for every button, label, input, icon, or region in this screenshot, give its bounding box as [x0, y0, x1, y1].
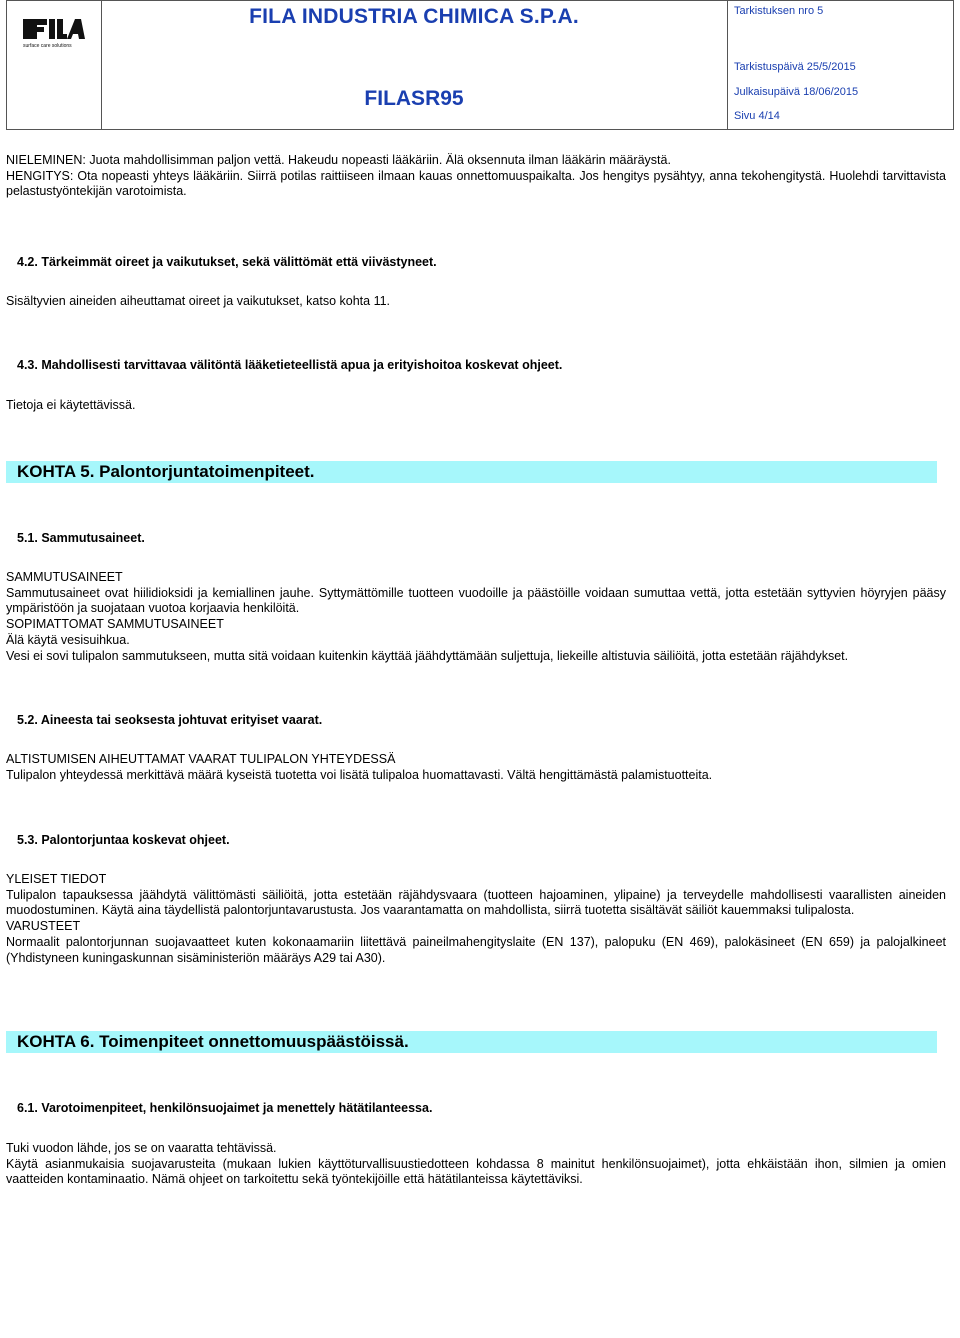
unsuitable-text-1: Älä käytä vesisuihkua. [6, 632, 130, 647]
document-header [6, 0, 954, 130]
equipment-heading: VARUSTEET [6, 919, 81, 934]
page-number: Sivu 4/14 [734, 110, 780, 122]
extinguishers-text: Sammutusaineet ovat hiilidioksidi ja kemiallinen jauhe. Syttymättömille tuotteen vuodoille ja päästöille voidaan sumuttaa vettä, jotta estetään syttyvien höyryjen pääsy ympäristöön ja suojataan vuotoa korjaavia henkilöitä. [6, 585, 946, 616]
product-code: FILASR95 [364, 87, 464, 110]
revision-number: Tarkistuksen nro 5 [734, 5, 824, 17]
subsection-6-1-title: 6.1. Varotoimenpiteet, henkilönsuojaimet ja menettely hätätilanteessa. [17, 1101, 433, 1115]
subsection-5-3-title: 5.3. Palontorjuntaa koskevat ohjeet. [17, 833, 230, 847]
section-6-title: KOHTA 6. Toimenpiteet onnettomuuspäästöissä. [17, 1032, 409, 1051]
subsection-5-2-title: 5.2. Aineesta tai seoksesta johtuvat erityiset vaarat. [17, 713, 323, 727]
inhalation-text: HENGITYS: Ota nopeasti yhteys lääkäriin. Siirrä potilas raittiiseen ilmaan kauas onnettomuuspaikalta. Jos hengitys pysähtyy, anna tekohengitystä. Huolehdi tarvittavista pelastustyöntekijän varotoimista. [6, 168, 946, 199]
section-5-heading [6, 461, 937, 483]
subsection-4-2-title: 4.2. Tärkeimmät oireet ja vaikutukset, sekä välittömät että viivästyneet. [17, 255, 437, 269]
subsection-5-1-text [6, 570, 946, 664]
ingestion-text: NIELEMINEN: Juota mahdollisimman paljon vettä. Hakeudu nopeasti lääkäriin. Älä oksennuta ilman lääkärin määräystä. [6, 153, 671, 167]
section-5-title: KOHTA 5. Palontorjuntatoimenpiteet. [17, 462, 315, 481]
revision-date: Tarkistuspäivä 25/5/2015 [734, 61, 856, 73]
unsuitable-heading: SOPIMATTOMAT SAMMUTUSAINEET [6, 617, 224, 632]
leak-source-text: Tuki vuodon lähde, jos se on vaaratta tehtävissä. [6, 1141, 277, 1155]
unsuitable-text-2: Vesi ei sovi tulipalon sammutukseen, mutta sitä voidaan kuitenkin käyttää jäähdyttämään suljettuja, liekeille altistuvia säiliöitä, jotta estetään räjähdykset. [6, 648, 849, 663]
general-info-text: Tulipalon tapauksessa jäähdytä välittömästi säiliöitä, jotta estetään räjähdysvaara (tuotteen hajoaminen, ylipaine) ja terveydelle mahdollisesti vaarallisten aineiden muodostuminen. Käytä aina täydellistä palontorjuntavarustusta. Jos vaarantamatta on mahdollista, siirrä tuotetta sisältävät säiliöt kauemmaksi tulipalosta. [6, 887, 946, 918]
subsection-6-1-text [6, 1141, 946, 1188]
subsection-5-3-text [6, 872, 946, 966]
svg-text:surface care solutions: surface care solutions [23, 43, 72, 49]
first-aid-text [6, 153, 946, 200]
title-cell [101, 1, 728, 129]
fila-logo-icon [23, 15, 85, 49]
subsection-5-2-text [6, 752, 946, 783]
equipment-text: Normaalit palontorjunnan suojavaatteet kuten kokonaamariin liitettävä paineilmahengityslaite (EN 137), palopuku (EN 469), palokäsineet (EN 659) ja palojalkineet (Yhdistyneen kuningaskunnan sisäministeriön määräys A29 tai A30). [6, 934, 946, 965]
publish-date: Julkaisupäivä 18/06/2015 [734, 86, 859, 98]
extinguishers-heading: SAMMUTUSAINEET [6, 570, 123, 584]
protective-equipment-text: Käytä asianmukaisia suojavarusteita (mukaan lukien käyttöturvallisuustiedotteen kohdassa 8 mainitut henkilönsuojaimet), jotta ehkäistään ihon, silmien ja omien vaatteiden kontaminaatio. Nämä ohjeet on tarkoitettu sekä työntekijöille että hätätilanteissa käytettäviksi. [6, 1156, 946, 1187]
general-info-heading: YLEISET TIEDOT [6, 872, 107, 886]
fire-hazard-text: Tulipalon yhteydessä merkittävä määrä kyseistä tuotetta voi lisätä tulipaloa huomattavasti. Vältä hengittämästä palamistuotteita. [6, 767, 713, 782]
logo-cell [7, 1, 102, 129]
subsection-4-3-title: 4.3. Mahdollisesti tarvittavaa välitöntä lääketieteellistä apua ja erityishoitoa koskevat ohjeet. [17, 358, 563, 372]
subsection-5-1-title: 5.1. Sammutusaineet. [17, 531, 145, 545]
fire-hazard-heading: ALTISTUMISEN AIHEUTTAMAT VAARAT TULIPALON YHTEYDESSÄ [6, 752, 396, 766]
company-name: FILA INDUSTRIA CHIMICA S.P.A. [249, 5, 579, 28]
section-6-heading [6, 1031, 937, 1053]
meta-cell [727, 1, 953, 129]
subsection-4-2-text: Sisältyvien aineiden aiheuttamat oireet ja vaikutukset, katso kohta 11. [6, 294, 391, 308]
subsection-4-3-text: Tietoja ei käytettävissä. [6, 398, 136, 412]
